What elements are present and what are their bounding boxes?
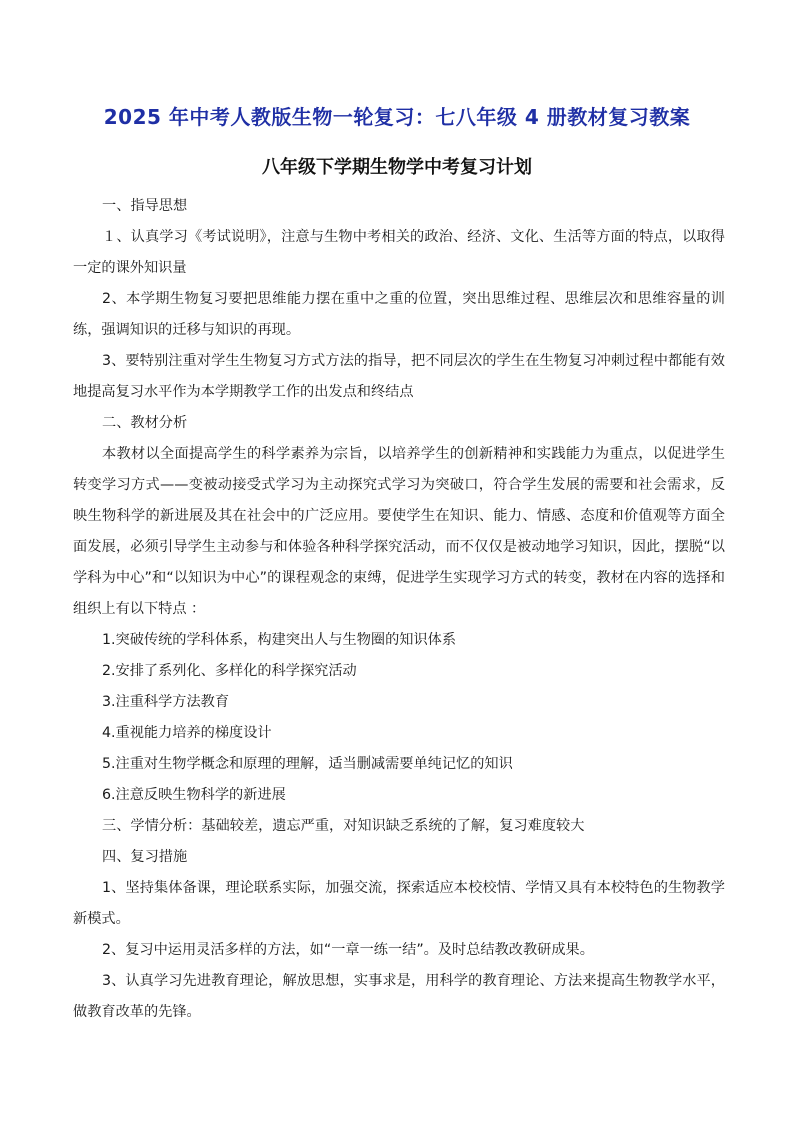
paragraph: 2、本学期生物复习要把思维能力摆在重中之重的位置，突出思维过程、思维层次和思维容量的训练，强调知识的迁移与知识的再现。 — [73, 291, 725, 338]
paragraph: 3、要特别注重对学生生物复习方式方法的指导，把不同层次的学生在生物复习冲刺过程中都能有效地提高复习水平作为本学期教学工作的出发点和终结点 — [73, 353, 725, 400]
list-item: 3.注重科学方法教育 — [102, 694, 230, 710]
paragraph: 本教材以全面提高学生的科学素养为宗旨，以培养学生的创新精神和实践能力为重点，以促进学生转变学习方式——变被动接受式学习为主动探究式学习为突破口，符合学生发展的需要和社会需求，反映生物科学的新进展及其在社会中的广泛应用。要使学生在知识、能力、情感、态度和价值观等方面全面发展，必须引导学生主动参与和体验各种科学探究活动，而不仅仅是被动地学习知识，因此，摆脱“以学科为中心”和“以知识为中心”的课程观念的束缚，促进学生实现学习方式的转变，教材在内容的选择和组织上有以下特点 ： — [73, 446, 725, 617]
section-heading-student-analysis: 三、学情分析：基础较差，遗忘严重，对知识缺乏系统的了解，复习难度较大 — [102, 818, 585, 834]
paragraph: １、认真学习《考试说明》，注意与生物中考相关的政治、经济、文化、生活等方面的特点，以取得一定的课外知识量 — [73, 229, 725, 276]
paragraph: 3、认真学习先进教育理论，解放思想，实事求是，用科学的教育理论、方法来提高生物教学水平，做教育改革的先锋。 — [73, 973, 725, 1020]
section-heading-textbook-analysis: 二、教材分析 — [102, 415, 188, 431]
list-item: 6.注意反映生物科学的新进展 — [102, 787, 286, 803]
paragraph: 1、坚持集体备课，理论联系实际，加强交流，探索适应本校校情、学情又具有本校特色的生物教学新模式。 — [73, 880, 725, 927]
document-body — [73, 191, 725, 1028]
document-subtitle: 八年级下学期生物学中考复习计划 — [262, 157, 532, 178]
list-item: 1.突破传统的学科体系，构建突出人与生物圈的知识体系 — [102, 632, 457, 648]
section-heading-guiding-ideology: 一、指导思想 — [102, 198, 188, 214]
list-item: 5.注重对生物学概念和原理的理解，适当删减需要单纯记忆的知识 — [102, 756, 513, 772]
list-item: 2.安排了系列化、多样化的科学探究活动 — [102, 663, 357, 679]
paragraph: 2、复习中运用灵活多样的方法，如“一章一练一结”。及时总结教改教研成果。 — [102, 942, 594, 958]
list-item: 4.重视能力培养的梯度设计 — [102, 725, 272, 741]
section-heading-review-measures: 四、复习措施 — [102, 849, 188, 865]
document-title: 2025 年中考人教版生物一轮复习：七八年级 4 册教材复习教案 — [103, 105, 691, 129]
